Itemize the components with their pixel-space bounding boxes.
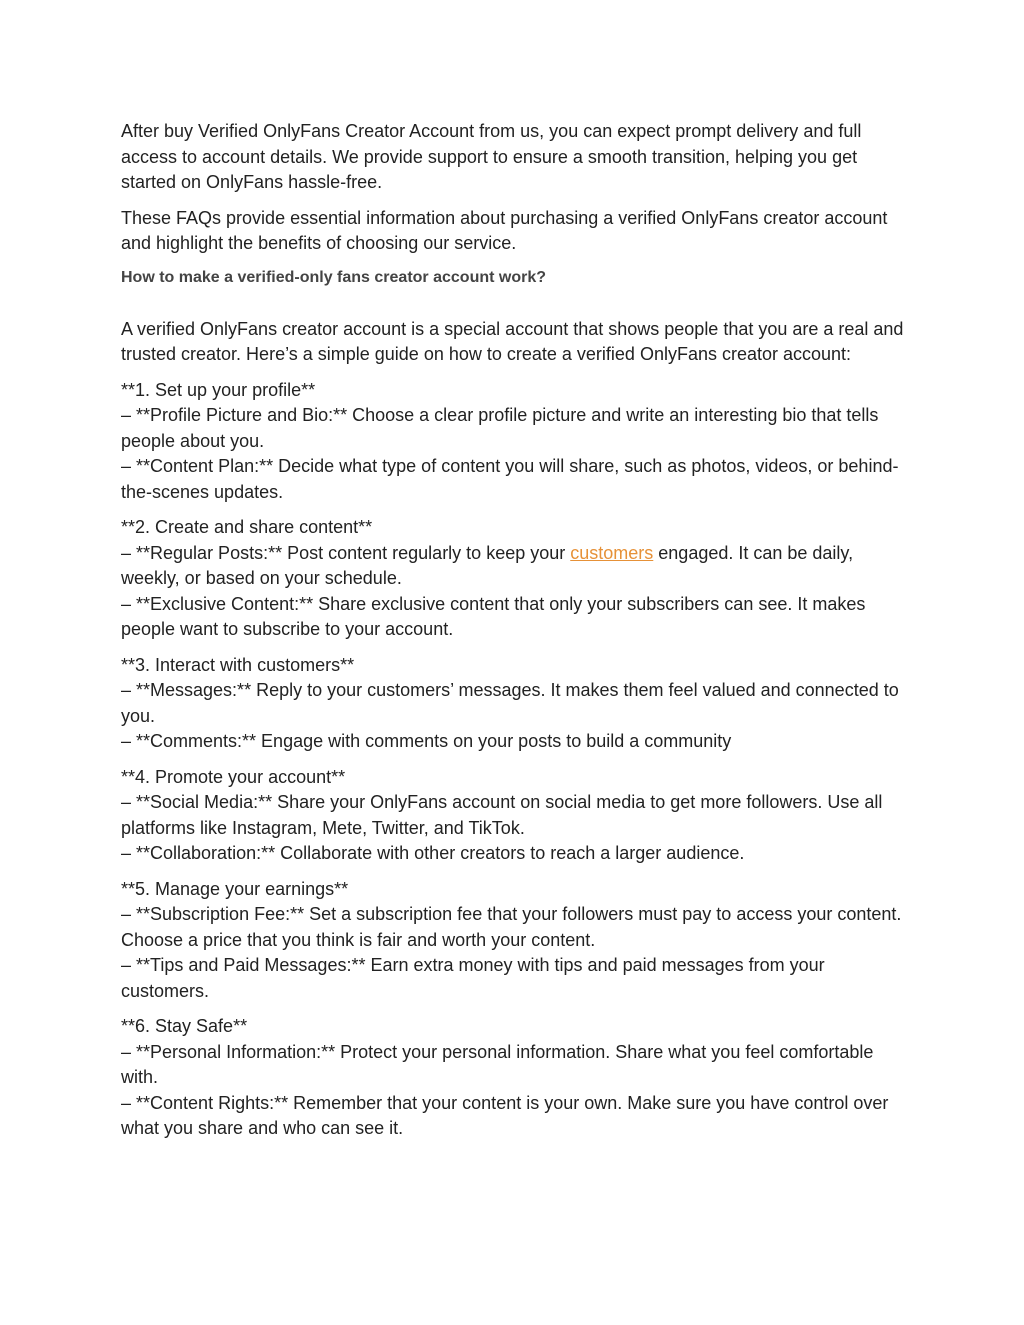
step-6-title: **6. Stay Safe** [121,1016,248,1036]
step-1-item-1: – **Profile Picture and Bio:** Choose a clear profile picture and write an interesting bio that tells people about you. [121,405,879,451]
step-2-title: **2. Create and share content** [121,517,373,537]
section-heading: How to make a verified-only fans creator account work? [121,268,546,286]
step-1-title: **1. Set up your profile** [121,379,316,400]
step-6-item-2: – **Content Rights:** Remember that your content is your own. Make sure you have control over what you share and who can see it. [121,1092,889,1138]
step-3-block [121,653,911,755]
lead-paragraph: A verified OnlyFans creator account is a special account that shows people that you are a real and trusted creator. Here’s a simple guide on how to create a verified OnlyFans creator account: [121,318,904,364]
document-page [121,119,911,1152]
step-5-title: **5. Manage your earnings** [121,878,349,899]
step-6-item-1: – **Personal Information:** Protect your personal information. Share what you feel comfortable with. [121,1041,874,1087]
step-2-item-1-text-after: engaged. It can be daily, weekly, or based on your schedule. [121,542,854,588]
step-4-block [121,765,911,867]
step-2-item-1 [121,541,911,592]
step-3-title: **3. Interact with customers** [121,654,355,675]
step-3-item-2: – **Comments:** Engage with comments on your posts to build a community [121,731,732,751]
customers-link[interactable]: customers [570,542,654,563]
step-1-block [121,378,911,506]
intro-paragraph-1: After buy Verified OnlyFans Creator Account from us, you can expect prompt delivery and full access to account details. We provide support to ensure a smooth transition, helping you get started on OnlyFans hassle-free. [121,121,862,192]
step-5-item-1: – **Subscription Fee:** Set a subscription fee that your followers must pay to access your content. Choose a price that you think is fair and worth your content. [121,904,902,950]
step-3-item-1: – **Messages:** Reply to your customers’ messages. It makes them feel valued and connected to you. [121,680,899,726]
step-4-item-1: – **Social Media:** Share your OnlyFans account on social media to get more followers. Use all platforms like Instagram, Mete, Twitter, and TikTok. [121,792,883,838]
step-2-item-1-text-before: – **Regular Posts:** Post content regularly to keep your [121,542,571,563]
step-5-item-2: – **Tips and Paid Messages:** Earn extra money with tips and paid messages from your customers. [121,955,825,1001]
intro-paragraph-2: These FAQs provide essential information about purchasing a verified OnlyFans creator account and highlight the benefits of choosing our service. [121,207,888,253]
step-4-item-2: – **Collaboration:** Collaborate with other creators to reach a larger audience. [121,843,745,863]
step-5-block [121,877,911,1005]
step-2-block [121,515,911,643]
step-4-title: **4. Promote your account** [121,766,346,787]
step-1-item-2: – **Content Plan:** Decide what type of content you will share, such as photos, videos, or behind-the-scenes updates. [121,456,899,502]
step-6-block [121,1014,911,1142]
step-2-item-2: – **Exclusive Content:** Share exclusive content that only your subscribers can see. It makes people want to subscribe to your account. [121,593,866,639]
